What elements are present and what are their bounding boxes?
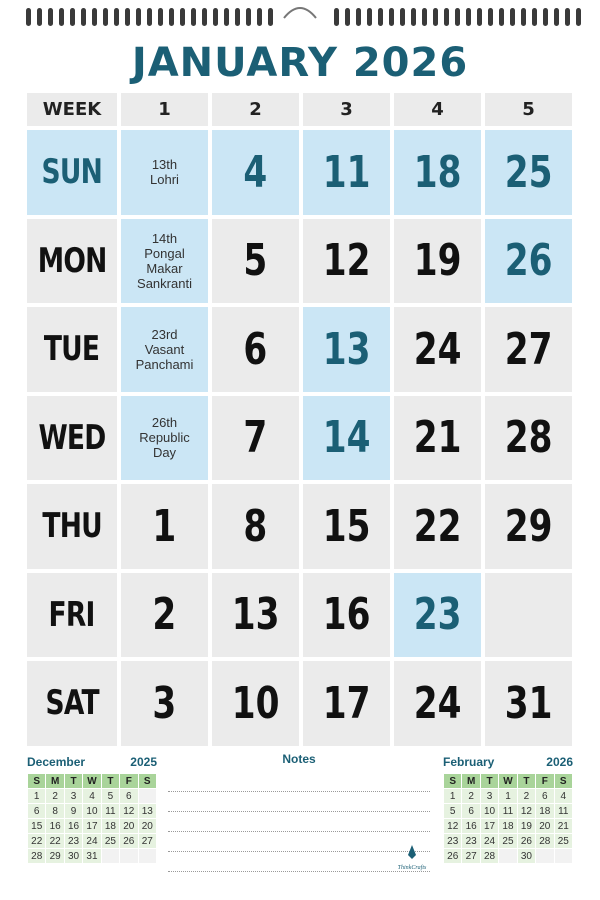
- notes-line[interactable]: [168, 832, 430, 852]
- mini-day-header: T: [65, 774, 82, 788]
- notes-title: Notes: [282, 752, 316, 766]
- weekday-cell: [27, 130, 117, 215]
- spiral-coil: [422, 8, 427, 26]
- mini-date: 4: [555, 789, 572, 803]
- spiral-binding: [0, 0, 600, 34]
- mini-month-year: 2026: [546, 755, 573, 769]
- mini-date: 23: [444, 834, 461, 848]
- mini-day-header: S: [139, 774, 156, 788]
- mini-date: 6: [536, 789, 553, 803]
- spiral-coil: [158, 8, 163, 26]
- mini-date: 20: [139, 819, 156, 833]
- date-number: 26: [504, 235, 553, 287]
- week-number-header: 4: [394, 93, 481, 126]
- mini-date: 17: [481, 819, 498, 833]
- mini-date: 15: [28, 819, 45, 833]
- date-number: 23: [413, 589, 462, 641]
- spiral-coil: [543, 8, 548, 26]
- date-number: 10: [231, 677, 280, 729]
- date-number: 11: [322, 146, 371, 198]
- mini-day-header: T: [102, 774, 119, 788]
- mini-date: 10: [83, 804, 100, 818]
- mini-date: 1: [28, 789, 45, 803]
- mini-date: 2: [46, 789, 63, 803]
- mini-date: 18: [536, 804, 553, 818]
- calendar-grid: [27, 93, 573, 735]
- mini-day-header: T: [481, 774, 498, 788]
- spiral-coil: [235, 8, 240, 26]
- notes-line[interactable]: [168, 792, 430, 812]
- weekday-cell: [27, 661, 117, 746]
- date-number: 3: [152, 677, 177, 729]
- date-cell: [303, 661, 390, 746]
- mini-date: [139, 849, 156, 863]
- mini-date: 11: [555, 804, 572, 818]
- date-cell: [121, 484, 208, 569]
- date-cell: [485, 661, 572, 746]
- spiral-coil: [191, 8, 196, 26]
- spiral-coil: [180, 8, 185, 26]
- mini-date: 6: [28, 804, 45, 818]
- date-cell: [303, 573, 390, 658]
- spiral-coil: [92, 8, 97, 26]
- mini-date: 27: [462, 849, 479, 863]
- spiral-coil: [48, 8, 53, 26]
- spiral-coil: [444, 8, 449, 26]
- spiral-coil: [136, 8, 141, 26]
- mini-date: 16: [462, 819, 479, 833]
- date-cell: [394, 219, 481, 304]
- date-cell: [303, 484, 390, 569]
- date-cell: [303, 219, 390, 304]
- spiral-coil: [246, 8, 251, 26]
- mini-date: [536, 849, 553, 863]
- mini-date: 29: [46, 849, 63, 863]
- date-cell: [394, 130, 481, 215]
- mini-date: 22: [28, 834, 45, 848]
- spiral-coil: [26, 8, 31, 26]
- mini-date: 20: [536, 819, 553, 833]
- spiral-coil: [169, 8, 174, 26]
- mini-date: 1: [444, 789, 461, 803]
- holiday-note: 13th Lohri: [150, 157, 179, 188]
- date-number: 24: [413, 677, 462, 729]
- mini-date: 1: [499, 789, 516, 803]
- mini-date: 18: [102, 819, 119, 833]
- mini-date: 25: [102, 834, 119, 848]
- spiral-coil: [510, 8, 515, 26]
- date-cell: [121, 661, 208, 746]
- weekday-label: THU: [42, 506, 102, 547]
- spiral-coil: [477, 8, 482, 26]
- date-cell: [212, 661, 299, 746]
- spiral-coil: [554, 8, 559, 26]
- date-number: 16: [322, 589, 371, 641]
- spiral-coil: [125, 8, 130, 26]
- date-number: 21: [413, 412, 462, 464]
- mini-day-header: S: [28, 774, 45, 788]
- weekday-cell: [27, 573, 117, 658]
- spiral-coil: [114, 8, 119, 26]
- mini-date: 25: [499, 834, 516, 848]
- mini-date: 18: [499, 819, 516, 833]
- mini-date: 3: [481, 789, 498, 803]
- mini-day-header: M: [462, 774, 479, 788]
- spiral-coil: [103, 8, 108, 26]
- mini-date: 27: [139, 834, 156, 848]
- week-number-header: 1: [121, 93, 208, 126]
- spiral-coil: [488, 8, 493, 26]
- spiral-coil: [37, 8, 42, 26]
- mini-date: 17: [83, 819, 100, 833]
- date-cell: [394, 661, 481, 746]
- mini-date: 12: [444, 819, 461, 833]
- date-number: 5: [243, 235, 268, 287]
- mini-date: 28: [28, 849, 45, 863]
- spiral-coil: [367, 8, 372, 26]
- spiral-coil: [81, 8, 86, 26]
- calendar-title: JANUARY 2026: [131, 40, 469, 86]
- spiral-coil: [455, 8, 460, 26]
- weekday-cell: [27, 396, 117, 481]
- holiday-note: 14th Pongal Makar Sankranti: [137, 230, 192, 291]
- spiral-coil: [147, 8, 152, 26]
- mini-date: 30: [518, 849, 535, 863]
- date-number: 4: [243, 146, 268, 198]
- date-number: 22: [413, 500, 462, 552]
- mini-date: [102, 849, 119, 863]
- holiday-note: 23rd Vasant Panchami: [135, 326, 194, 372]
- mini-date: 11: [102, 804, 119, 818]
- mini-date: 24: [83, 834, 100, 848]
- mini-day-header: F: [120, 774, 137, 788]
- mini-date: 5: [444, 804, 461, 818]
- mini-date: 4: [83, 789, 100, 803]
- mini-day-header: W: [83, 774, 100, 788]
- mini-date: 13: [139, 804, 156, 818]
- date-number: 19: [413, 235, 462, 287]
- date-cell: [394, 396, 481, 481]
- mini-date: 10: [481, 804, 498, 818]
- spiral-coil: [356, 8, 361, 26]
- holiday-cell: [121, 307, 208, 392]
- spiral-coil: [202, 8, 207, 26]
- date-cell: [303, 130, 390, 215]
- mini-date: 28: [481, 849, 498, 863]
- date-number: 29: [504, 500, 553, 552]
- date-cell: [303, 396, 390, 481]
- mini-calendar-december: [27, 755, 157, 864]
- spiral-coil: [565, 8, 570, 26]
- date-cell: [485, 219, 572, 304]
- week-number-header: 3: [303, 93, 390, 126]
- notes-section: [168, 752, 430, 872]
- date-cell: [485, 396, 572, 481]
- date-number: 2: [152, 589, 177, 641]
- date-number: 28: [504, 412, 553, 464]
- weekday-cell: [27, 307, 117, 392]
- mini-date: 30: [65, 849, 82, 863]
- mini-date: 16: [46, 819, 63, 833]
- date-cell: [303, 307, 390, 392]
- notes-line[interactable]: [168, 772, 430, 792]
- weekday-label: SUN: [41, 152, 103, 193]
- spiral-coil: [400, 8, 405, 26]
- mini-date: [139, 789, 156, 803]
- notes-line[interactable]: [168, 852, 430, 872]
- date-cell: [394, 484, 481, 569]
- mini-date: 26: [444, 849, 461, 863]
- mini-date: 12: [120, 804, 137, 818]
- mini-day-header: S: [444, 774, 461, 788]
- holiday-cell: [121, 130, 208, 215]
- spiral-coil: [378, 8, 383, 26]
- mini-date: 2: [518, 789, 535, 803]
- date-cell: [485, 484, 572, 569]
- mini-date: 21: [555, 819, 572, 833]
- spiral-coil: [576, 8, 581, 26]
- mini-day-header: S: [555, 774, 572, 788]
- mini-date: [555, 849, 572, 863]
- mini-date: [120, 849, 137, 863]
- date-number: 6: [243, 323, 268, 375]
- spiral-coil: [213, 8, 218, 26]
- date-number: 12: [322, 235, 371, 287]
- spiral-coil: [70, 8, 75, 26]
- notes-line[interactable]: [168, 812, 430, 832]
- mini-date: 24: [481, 834, 498, 848]
- spiral-coil: [257, 8, 262, 26]
- mini-day-header: T: [518, 774, 535, 788]
- date-cell: [212, 396, 299, 481]
- date-cell: [485, 573, 572, 658]
- mini-date: 5: [102, 789, 119, 803]
- date-cell: [212, 573, 299, 658]
- logo-text: ThinkCrafts: [397, 865, 427, 871]
- date-cell: [394, 573, 481, 658]
- spiral-coil: [334, 8, 339, 26]
- week-number-header: 5: [485, 93, 572, 126]
- mini-date: 26: [518, 834, 535, 848]
- weekday-cell: [27, 484, 117, 569]
- spiral-coil: [532, 8, 537, 26]
- date-cell: [212, 219, 299, 304]
- mini-month-name: February: [443, 755, 495, 769]
- date-number: 25: [504, 146, 553, 198]
- mini-calendar-february: [443, 755, 573, 864]
- spiral-coil: [268, 8, 273, 26]
- date-number: 15: [322, 500, 371, 552]
- mini-date: 28: [536, 834, 553, 848]
- mini-day-header: F: [536, 774, 553, 788]
- spiral-coil: [411, 8, 416, 26]
- date-number: 17: [322, 677, 371, 729]
- weekday-label: SAT: [45, 683, 99, 724]
- mini-date: 22: [46, 834, 63, 848]
- date-cell: [121, 573, 208, 658]
- spiral-coil: [345, 8, 350, 26]
- spiral-coil: [499, 8, 504, 26]
- date-number: 13: [231, 589, 280, 641]
- date-cell: [212, 484, 299, 569]
- weekday-label: MON: [37, 240, 107, 281]
- spiral-coil: [466, 8, 471, 26]
- date-number: 18: [413, 146, 462, 198]
- date-number: 14: [322, 412, 371, 464]
- week-header: WEEK: [27, 93, 117, 126]
- mini-date: 19: [518, 819, 535, 833]
- holiday-note: 26th Republic Day: [139, 415, 190, 461]
- spiral-coil: [224, 8, 229, 26]
- mini-date: 16: [65, 819, 82, 833]
- mini-date: 12: [518, 804, 535, 818]
- holiday-cell: [121, 219, 208, 304]
- mini-date: 8: [46, 804, 63, 818]
- mini-date: 9: [65, 804, 82, 818]
- mini-date: 6: [462, 804, 479, 818]
- date-cell: [485, 307, 572, 392]
- holiday-cell: [121, 396, 208, 481]
- weekday-label: FRI: [48, 594, 96, 635]
- week-number-header: 2: [212, 93, 299, 126]
- date-number: 31: [504, 677, 553, 729]
- spiral-coil: [389, 8, 394, 26]
- spiral-coil: [433, 8, 438, 26]
- mini-date: 25: [555, 834, 572, 848]
- mini-day-header: W: [499, 774, 516, 788]
- date-cell: [212, 307, 299, 392]
- date-number: 7: [243, 412, 268, 464]
- date-cell: [394, 307, 481, 392]
- mini-date: 23: [462, 834, 479, 848]
- mini-day-header: M: [46, 774, 63, 788]
- mini-date: 31: [83, 849, 100, 863]
- mini-date: 11: [499, 804, 516, 818]
- pen-nib-icon: [403, 844, 421, 860]
- mini-date: 23: [65, 834, 82, 848]
- date-cell: [212, 130, 299, 215]
- mini-month-name: December: [27, 755, 86, 769]
- date-number: 27: [504, 323, 553, 375]
- date-number: 8: [243, 500, 268, 552]
- mini-date: 26: [120, 834, 137, 848]
- date-number: 13: [322, 323, 371, 375]
- mini-date: [499, 849, 516, 863]
- spiral-coil: [59, 8, 64, 26]
- date-number: 1: [152, 500, 177, 552]
- weekday-label: WED: [38, 417, 106, 458]
- mini-date: 20: [120, 819, 137, 833]
- date-number: 24: [413, 323, 462, 375]
- mini-date: 3: [65, 789, 82, 803]
- date-cell: [485, 130, 572, 215]
- weekday-label: TUE: [44, 329, 100, 370]
- mini-month-year: 2025: [130, 755, 157, 769]
- mini-date: 2: [462, 789, 479, 803]
- weekday-cell: [27, 219, 117, 304]
- brand-logo: [392, 844, 432, 871]
- spiral-coil: [521, 8, 526, 26]
- mini-date: 6: [120, 789, 137, 803]
